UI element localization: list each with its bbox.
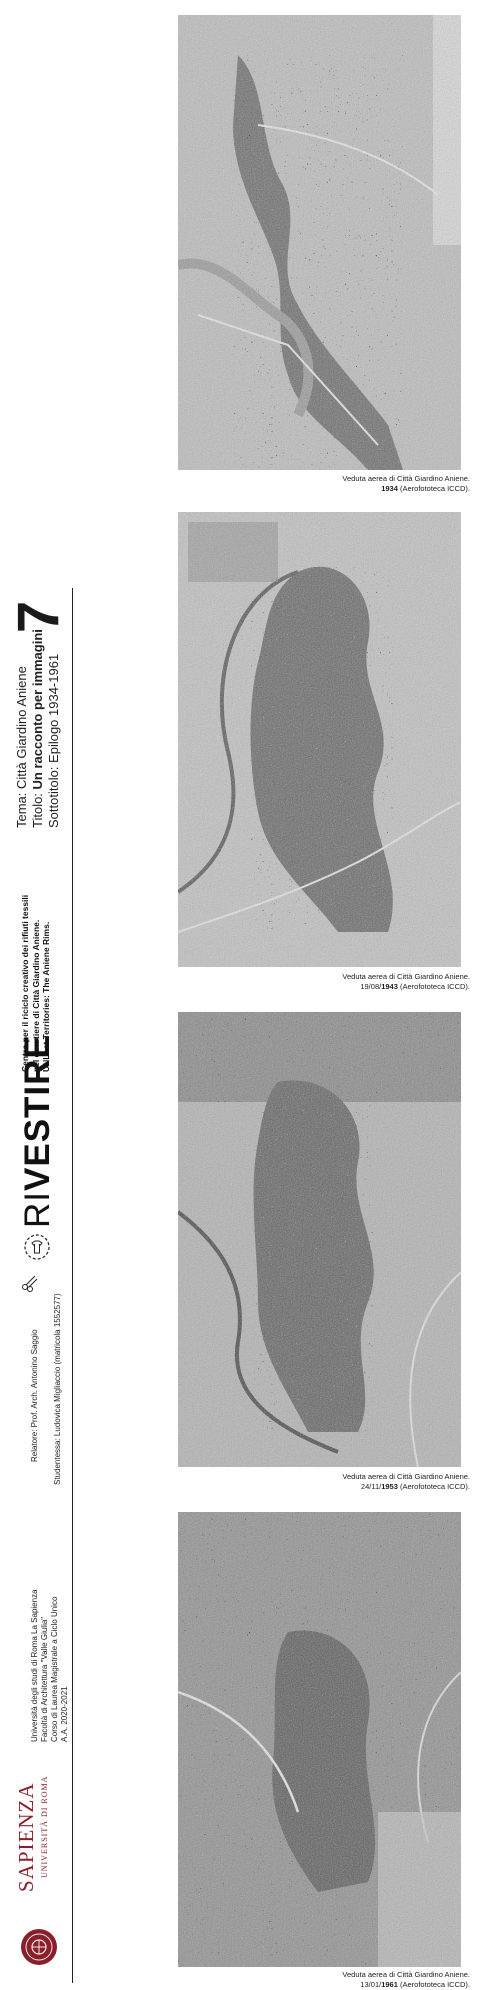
aerial-photo-1961	[178, 1512, 461, 1967]
shirt-circle-icon	[22, 1232, 52, 1262]
university-line-1: Università degli studi di Roma La Sapienza	[30, 1589, 39, 1742]
sapienza-logo-sub: UNIVERSITÀ DI ROMA	[40, 1775, 49, 1878]
caption-1961-line: Veduta aerea di Città Giardino Aniene.	[342, 1970, 470, 1979]
theme-titolo-bold: Un racconto per immagini	[30, 629, 45, 790]
sapienza-logo-word: SAPIENZA	[14, 1782, 38, 1892]
project-line-3: UNLost Territories: The Aniene Rims.	[41, 921, 51, 1072]
brand-light: RI	[18, 1191, 57, 1228]
caption-1953-line: Veduta aerea di Città Giardino Aniene.	[342, 1472, 470, 1481]
theme-tema: Tema: Città Giardino Aniene	[14, 666, 29, 828]
caption-1934: Veduta aerea di Città Giardino Aniene. 1934 (Aerofototeca ICCD).	[300, 474, 470, 494]
university-line-4: A.A. 2020-2021	[60, 1686, 69, 1742]
scissors-icon	[20, 1273, 40, 1293]
caption-1943-year: 1943	[381, 982, 398, 991]
university-line-3: Corso di Laurea Magistrale a Ciclo Unico	[50, 1596, 59, 1742]
sapienza-seal-icon	[20, 1928, 58, 1966]
university-block	[30, 1589, 70, 1742]
aerial-photo-1953	[178, 1012, 461, 1467]
theme-block	[14, 629, 62, 828]
studentessa-text: Studentessa: Ludovica Migliaccio (matricola 1552577)	[53, 1293, 62, 1485]
caption-1953-year: 1953	[381, 1482, 398, 1491]
project-line-1: Centro per il riciclo creativo dei rifiuti tessili	[20, 894, 30, 1072]
caption-1943: Veduta aerea di Città Giardino Aniene. 19/08/1943 (Aerofototeca ICCD).	[300, 972, 470, 992]
theme-sottotitolo: Sottotitolo: Epilogo 1934-1961	[46, 653, 61, 828]
caption-1943-line: Veduta aerea di Città Giardino Aniene.	[342, 972, 470, 981]
caption-1961: Veduta aerea di Città Giardino Aniene. 13/01/1961 (Aerofototeca ICCD).	[300, 1970, 470, 1990]
brand-wordmark	[18, 1034, 58, 1228]
project-line-2: nel quartiere di Città Giardino Aniene.	[30, 919, 41, 1072]
aerial-photo-1943	[178, 512, 461, 967]
relatore-text: Relatore: Prof. Arch. Antonino Saggio	[30, 1329, 39, 1462]
vertical-divider	[72, 588, 73, 1983]
caption-1961-year: 1961	[381, 1980, 398, 1989]
caption-1953: Veduta aerea di Città Giardino Aniene. 24/11/1953 (Aerofototeca ICCD).	[300, 1472, 470, 1492]
caption-1934-year: 1934	[381, 484, 398, 493]
brand-bold: VESTIRE	[18, 1034, 57, 1191]
theme-titolo: Titolo: Un racconto per immagini	[30, 629, 45, 828]
university-line-2: Facoltà di Architettura "Valle Giulia"	[40, 1616, 49, 1742]
sheet-number: 7	[6, 600, 71, 634]
caption-1934-line: Veduta aerea di Città Giardino Aniene.	[342, 474, 470, 483]
aerial-photo-1934	[178, 15, 461, 470]
title-block	[0, 0, 72, 1987]
